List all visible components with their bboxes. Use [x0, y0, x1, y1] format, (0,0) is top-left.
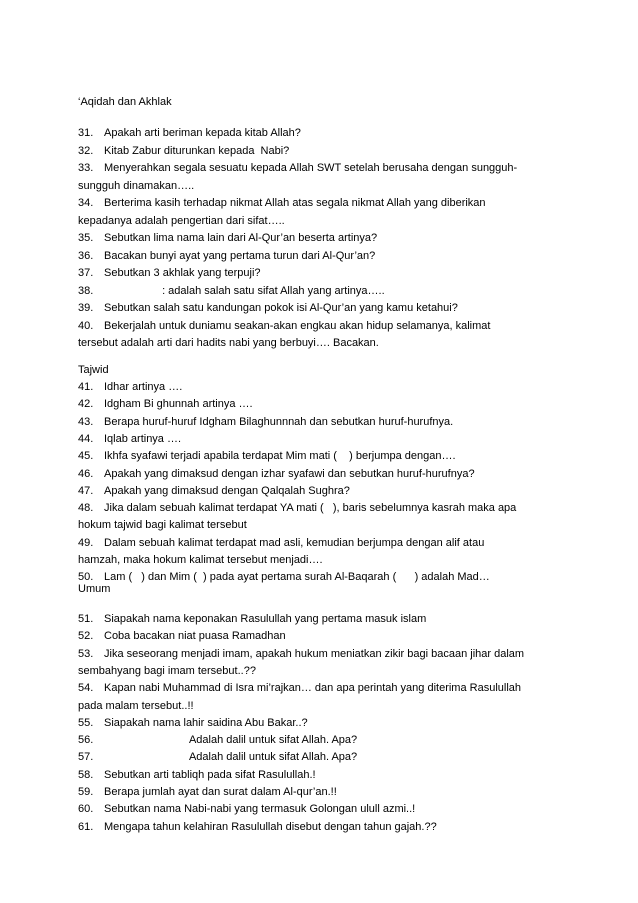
section-title-umum: Umum	[78, 583, 111, 595]
question-line	[78, 628, 286, 645]
question-text: Adalah dalil untuk sifat Allah. Apa?	[104, 734, 358, 747]
question-line	[78, 466, 475, 483]
question-text: Berterima kasih terhadap nikmat Allah atas segala nikmat Allah yang diberikan	[104, 197, 486, 209]
question-number: 59.	[78, 786, 94, 798]
question-line	[78, 230, 377, 247]
question-line	[78, 767, 316, 784]
question-line	[78, 178, 194, 195]
question-number: 48.	[78, 502, 94, 515]
question-line	[78, 448, 456, 465]
question-number: 35.	[78, 232, 94, 244]
section-title-aqidah: ‘Aqidah dan Akhlak	[78, 96, 172, 108]
question-number: 36.	[78, 249, 94, 262]
question-line	[78, 611, 426, 628]
question-number: 49.	[78, 536, 94, 549]
question-line	[78, 784, 337, 801]
question-text: Siapakah nama keponakan Rasulullah yang pertama masuk islam	[104, 613, 427, 625]
question-number: 45.	[78, 450, 94, 463]
question-text: : adalah salah satu sifat Allah yang artinya…..	[104, 284, 385, 297]
question-text: Sebutkan 3 akhlak yang terpuji?	[104, 267, 261, 279]
question-text: Bacakan bunyi ayat yang pertama turun dari Al-Qur’an?	[104, 249, 376, 262]
question-number: 52.	[78, 630, 94, 643]
question-number: 34.	[78, 197, 94, 209]
question-line	[78, 646, 524, 663]
question-line	[78, 396, 253, 413]
question-text: hokum tajwid bagi kalimat tersebut	[78, 519, 247, 532]
question-text: Sebutkan arti tabliqh pada sifat Rasulullah.!	[104, 768, 316, 781]
question-line	[78, 801, 415, 818]
question-line	[78, 283, 385, 300]
question-text: Idgham Bi ghunnah artinya ….	[104, 398, 253, 411]
question-number: 37.	[78, 267, 94, 279]
question-text: Jika seseorang menjadi imam, apakah hukum meniatkan zikir bagi bacaan jihar dalam	[104, 647, 525, 660]
question-line	[78, 125, 301, 142]
question-line	[78, 335, 379, 352]
question-text: Mengapa tahun kelahiran Rasulullah disebut dengan tahun gajah.??	[104, 820, 437, 833]
question-text: Idhar artinya ….	[104, 381, 183, 393]
question-line	[78, 318, 490, 335]
question-text: Kitab Zabur diturunkan kepada Nabi?	[104, 144, 290, 157]
question-number: 60.	[78, 803, 94, 816]
question-text: tersebut adalah arti dari hadits nabi yang berbuyi…. Bacakan.	[78, 337, 379, 349]
question-number: 61.	[78, 820, 94, 833]
question-text: sungguh dinamakan…..	[78, 179, 195, 192]
question-line	[78, 732, 357, 749]
question-number: 51.	[78, 613, 94, 625]
question-number: 41.	[78, 381, 94, 393]
question-line	[78, 715, 308, 732]
question-text: Lam ( ) dan Mim ( ) pada ayat pertama surah Al-Baqarah ( ) adalah Mad…	[104, 571, 490, 584]
question-text: Apakah yang dimaksud dengan Qalqalah Sughra?	[104, 484, 350, 497]
question-number: 44.	[78, 432, 94, 445]
question-number: 42.	[78, 398, 94, 411]
section-title-tajwid: Tajwid	[78, 364, 109, 376]
question-text: Sebutkan nama Nabi-nabi yang termasuk Golongan ulull azmi..!	[104, 803, 416, 816]
question-number: 54.	[78, 682, 94, 695]
question-number: 56.	[78, 734, 94, 747]
question-line	[78, 160, 517, 177]
question-number: 40.	[78, 319, 94, 332]
question-line	[78, 500, 516, 517]
question-line	[78, 248, 375, 265]
question-number: 47.	[78, 484, 94, 497]
question-text: Jika dalam sebuah kalimat terdapat YA mati ( ), baris sebelumnya kasrah maka apa	[104, 502, 517, 515]
question-text: Sebutkan lima nama lain dari Al-Qur’an beserta artinya?	[104, 232, 378, 244]
question-text: pada malam tersebut..!!	[78, 699, 194, 712]
question-line	[78, 680, 521, 697]
question-number: 39.	[78, 302, 94, 314]
question-line	[78, 143, 289, 160]
question-number: 43.	[78, 415, 94, 428]
question-line	[78, 552, 323, 569]
question-line	[78, 265, 261, 282]
question-line	[78, 431, 181, 448]
question-text: Adalah dalil untuk sifat Allah. Apa?	[104, 751, 358, 764]
question-text: Sebutkan salah satu kandungan pokok isi Al-Qur’an yang kamu ketahui?	[104, 302, 458, 314]
question-number: 32.	[78, 144, 94, 157]
question-text: Kapan nabi Muhammad di Isra mi’rajkan… dan apa perintah yang diterima Rasulullah	[104, 682, 522, 695]
question-line	[78, 698, 194, 715]
question-text: Siapakah nama lahir saidina Abu Bakar..?	[104, 716, 308, 729]
question-number: 55.	[78, 716, 94, 729]
question-text: Apakah arti beriman kepada kitab Allah?	[104, 127, 301, 139]
question-text: Dalam sebuah kalimat terdapat mad asli, kemudian berjumpa dengan alif atau	[104, 536, 485, 549]
question-number: 38.	[78, 284, 94, 297]
question-number: 53.	[78, 647, 94, 660]
question-text: Coba bacakan niat puasa Ramadhan	[104, 630, 286, 643]
question-number: 33.	[78, 162, 94, 174]
question-text: kepadanya adalah pengertian dari sifat…..	[78, 214, 285, 227]
question-text: Berapa huruf-huruf Idgham Bilaghunnnah dan sebutkan huruf-hurufnya.	[104, 415, 454, 428]
question-line	[78, 195, 486, 212]
question-number: 57.	[78, 751, 94, 764]
question-text: Berapa jumlah ayat dan surat dalam Al-qur’an.!!	[104, 786, 337, 798]
question-line	[78, 569, 490, 586]
question-line	[78, 483, 350, 500]
question-number: 50.	[78, 571, 94, 584]
question-number: 31.	[78, 127, 94, 139]
question-text: sembahyang bagi imam tersebut..??	[78, 664, 256, 677]
question-line	[78, 663, 256, 680]
question-text: Iqlab artinya ….	[104, 432, 182, 445]
question-text: Bekerjalah untuk duniamu seakan-akan engkau akan hidup selamanya, kalimat	[104, 319, 491, 332]
question-line	[78, 213, 285, 230]
question-line	[78, 517, 247, 534]
question-line	[78, 300, 458, 317]
question-line	[78, 749, 357, 766]
question-line	[78, 379, 182, 396]
question-line	[78, 819, 437, 836]
question-line	[78, 535, 484, 552]
question-line	[78, 414, 453, 431]
question-text: Menyerahkan segala sesuatu kepada Allah SWT setelah berusaha dengan sungguh-	[104, 162, 518, 174]
question-text: Ikhfa syafawi terjadi apabila terdapat Mim mati ( ) berjumpa dengan….	[104, 450, 456, 463]
question-text: Apakah yang dimaksud dengan izhar syafawi dan sebutkan huruf-hurufnya?	[104, 467, 475, 480]
question-number: 58.	[78, 768, 94, 781]
question-number: 46.	[78, 467, 94, 480]
question-text: hamzah, maka hokum kalimat tersebut menjadi….	[78, 554, 323, 566]
